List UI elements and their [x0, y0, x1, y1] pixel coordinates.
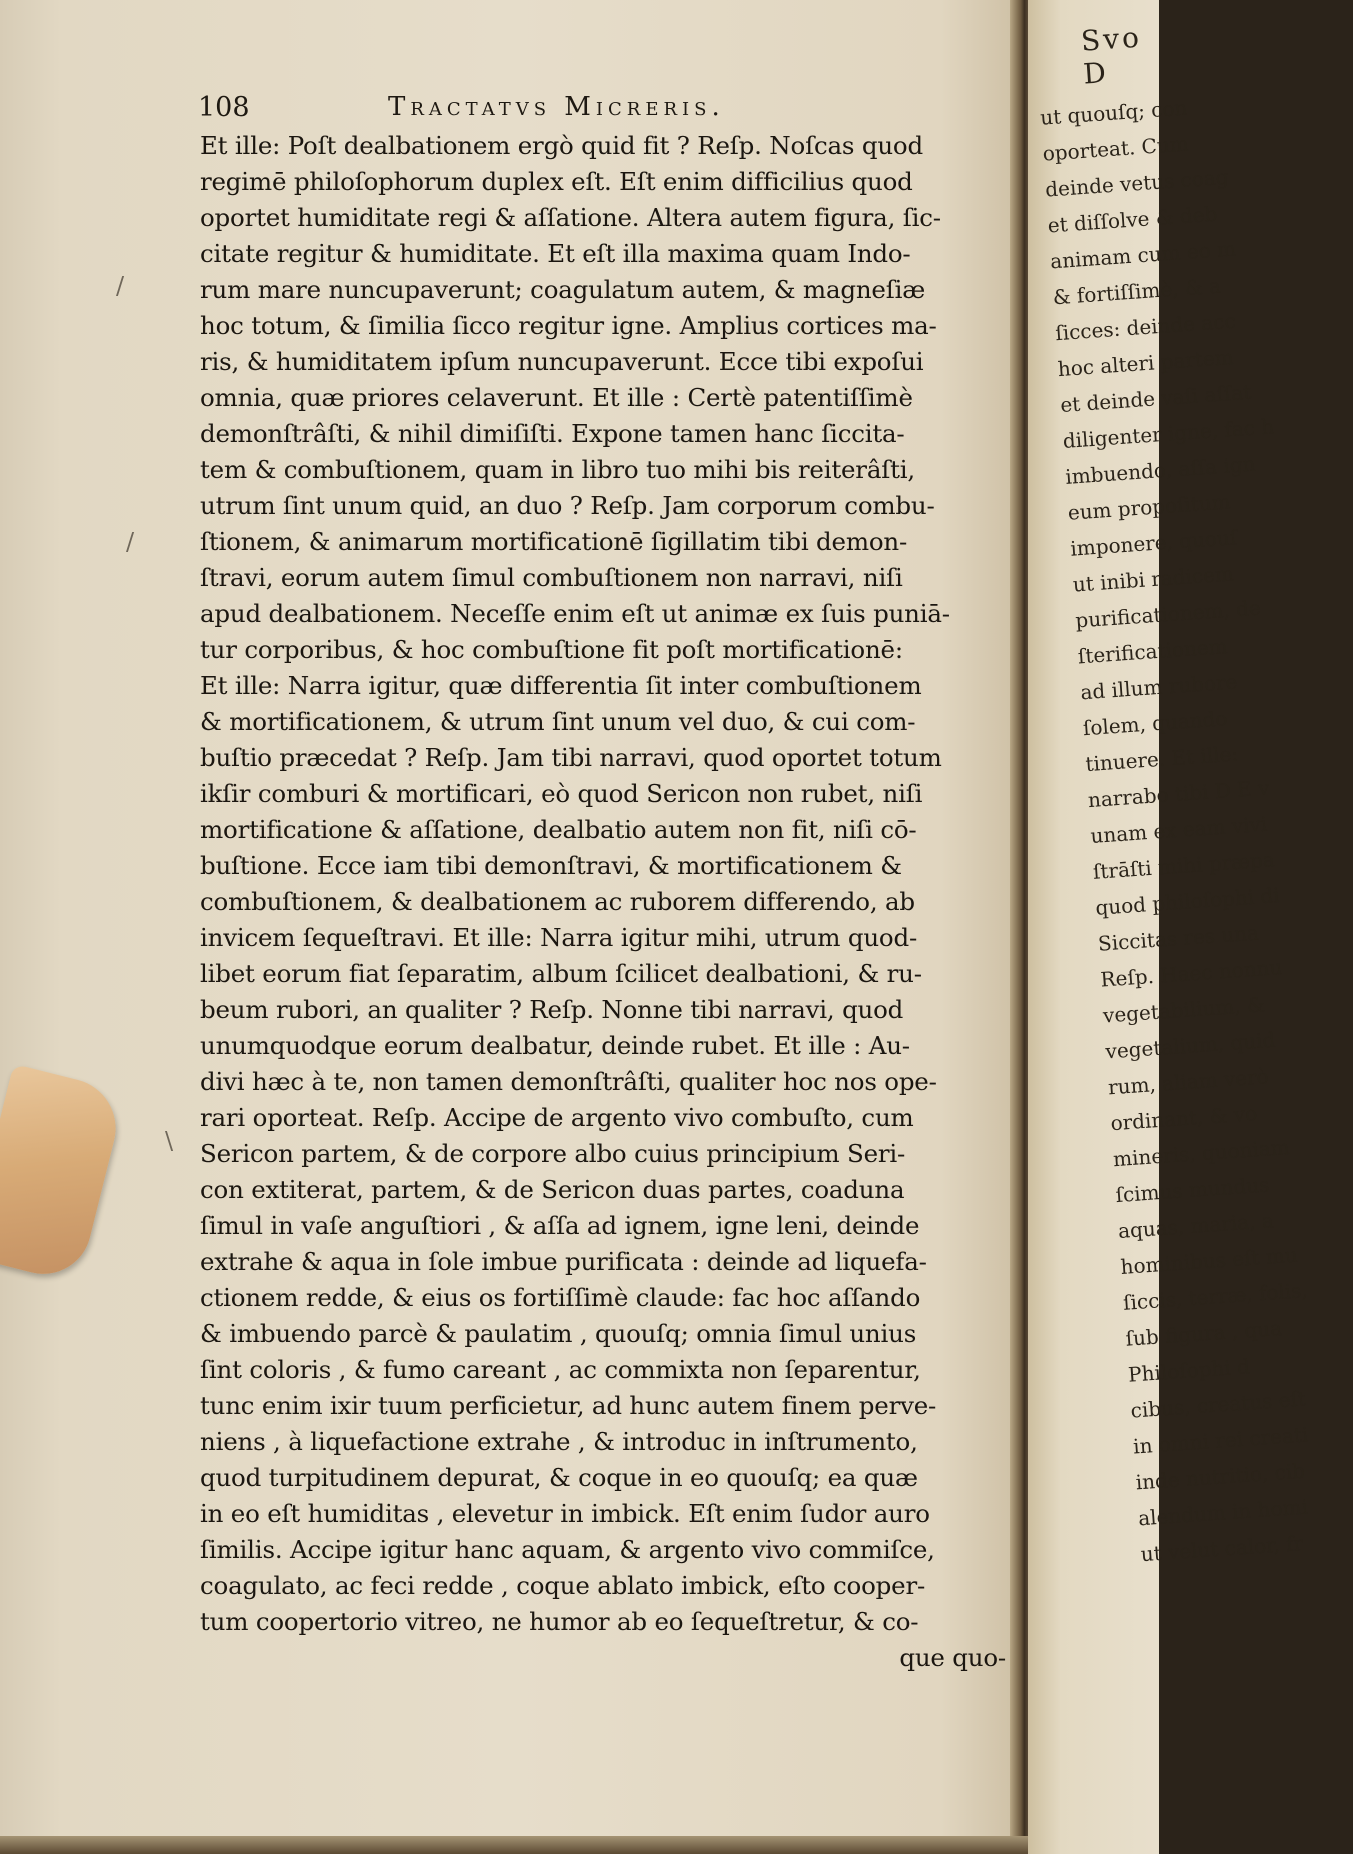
text-line: con extiterat, partem, & de Sericon duas partes, coaduna [200, 1175, 905, 1204]
text-line: unumquodque eorum dealbatur, deinde rubet. Et ille : Au- [200, 1031, 910, 1060]
right-text-line: unam ex eam vivi [1089, 811, 1268, 848]
right-text-line: ſicces: deinde acc [1054, 308, 1237, 346]
text-line: invicem ſequeſtravi. Et ille: Narra igitur mihi, utrum quod- [200, 923, 918, 952]
margin-mark: / [126, 528, 135, 556]
right-text-line: quod philoſophi di [1094, 883, 1281, 920]
right-text-line: ordinant, & vo [1109, 1101, 1258, 1136]
right-text-line: mineris, quoniam [1112, 1134, 1291, 1172]
right-text-line: ſcimus mundus [1114, 1172, 1271, 1208]
right-text-line: narrabo tibi D E v [1087, 775, 1271, 813]
right-running-title: Svo D [1079, 20, 1143, 91]
right-text-line: cibus, creatus eſt [1129, 1386, 1307, 1423]
right-text-line: ut quouſq; con [1039, 95, 1189, 130]
text-line: in eo eſt humiditas , elevetur in imbick. Eſt enim ſudor auro [200, 1499, 930, 1528]
right-text-line: Philoſophi d [1127, 1354, 1251, 1387]
right-text-line: ſolem, quando [1082, 706, 1229, 741]
right-text-line: aquas, maria, a [1117, 1208, 1275, 1244]
running-title: Tractatvs Micreris. [388, 92, 725, 122]
right-text-line: imponere, quouſ [1069, 525, 1238, 561]
text-line: rum mare nuncupaverunt; coagulatum autem, & magneſiæ [200, 275, 926, 304]
right-text-line: et deinde vaſi aſſat [1059, 379, 1252, 418]
text-line: ſint coloris , & fumo careant , ac commixta non ſeparentur, [200, 1355, 921, 1384]
body-text [200, 128, 1010, 1676]
right-text-line: ut velut calor, fr [1139, 1530, 1304, 1567]
text-line: tunc enim ixir tuum perficietur, ad hunc autem finem perve- [200, 1391, 937, 1420]
right-text-line: oporteat. Cum [1041, 131, 1190, 166]
right-text-line: vegetabilium, & [1102, 992, 1266, 1028]
text-line: ctionem redde, & eius os fortiſſimè claude: fac hoc aſſando [200, 1283, 921, 1312]
margin-mark: \ [165, 1127, 174, 1155]
text-line: buſtio præcedat ? Reſp. Jam tibi narravi, quod oportet totum [200, 743, 942, 772]
margin-mark: / [116, 272, 125, 300]
text-line: citate regitur & humiditate. Et eſt illa maxima quam Indo- [200, 239, 911, 268]
text-line: buſtione. Ecce iam tibi demonſtravi, & mortificationem & [200, 851, 902, 880]
text-line: ikſir comburi & mortificari, eò quod Sericon non rubet, niſi [200, 779, 923, 808]
text-line: niens , à liquefactione extrahe , & introduc in inſtrumento, [200, 1427, 918, 1456]
text-line: extrahe & aqua in ſole imbue purificata : deinde ad liquefa- [200, 1247, 927, 1276]
text-line: tem & combuſtionem, quam in libro tuo mihi bis reiterâſti, [200, 455, 915, 484]
text-line: regimē philoſophorum duplex eſt. Eſt enim difficilius quod [200, 167, 913, 196]
text-line: Et ille: Narra igitur, quæ differentia ſit inter combuſtionem [200, 671, 922, 700]
text-line: ſimilis. Accipe igitur hanc aquam, & argento vivo commiſce, [200, 1535, 935, 1564]
text-line: beum rubori, an qualiter ? Reſp. Nonne tibi narravi, quod [200, 995, 904, 1024]
right-page [1028, 0, 1309, 1854]
text-line: ſtravi, eorum autem ſimul combuſtionem non narravi, niſi [200, 563, 903, 592]
right-text-line: animam cum eo m [1049, 236, 1237, 274]
right-text-line: imbuendo, aſſa ign [1064, 451, 1257, 489]
text-line: ſimul in vaſe anguſtiori , & aſſa ad ignem, igne leni, deinde [200, 1211, 920, 1240]
right-text-line: deinde vetus coag [1044, 164, 1230, 202]
right-text-line: ſub figura , qua [1124, 1315, 1283, 1351]
right-text-line: Siccitas res una [1097, 920, 1260, 956]
page-number: 108 [198, 92, 250, 123]
text-line: que quo- [899, 1643, 1006, 1672]
right-text-line: ut inibi radicem [1072, 561, 1235, 597]
right-text-line: hominibus eſt mu [1119, 1242, 1299, 1279]
right-text-line: & fortiſſimè, & a [1051, 273, 1222, 310]
right-text-line: purificationem, de [1074, 595, 1262, 633]
right-text-line: ſtrāſti mihi præpa [1092, 847, 1276, 884]
text-line: ſtionem, & animarum mortificationē ſigillatim tibi demon- [200, 527, 908, 556]
right-page-text [1034, 19, 1309, 1572]
right-text-line: ſiccis, terræ, folis, [1122, 1278, 1309, 1315]
text-line: oportet humiditate regi & aſſatione. Altera autem figura, ſic- [200, 203, 941, 232]
text-line: hoc totum, & ſimilia ſicco regitur igne. Amplius cortices ma- [200, 311, 937, 340]
right-text-line: eum propoſitum [1067, 489, 1232, 525]
text-line: combuſtionem, & dealbationem ac ruborem differendo, ab [200, 887, 915, 916]
text-line: apud dealbationem. Neceſſe enim eſt ut animæ ex ſuis puniā- [200, 599, 950, 628]
text-line: demonſtrâſti, & nihil dimiſiſti. Expone tamen hanc ſiccita- [200, 419, 905, 448]
text-line: utrum ſint unum quid, an duo ? Reſp. Jam corporum combu- [200, 491, 935, 520]
text-line: Sericon partem, & de corpore albo cuius principium Seri- [200, 1139, 906, 1168]
page-bottom-edge [0, 1836, 1028, 1854]
right-text-line: Reſp. Haec nonnu [1099, 954, 1284, 992]
text-line: ris, & humiditatem ipſum nuncupaverunt. Ecce tibi expoſui [200, 347, 924, 376]
right-text-line: diligenter igne, fac h [1062, 414, 1275, 453]
right-page-lines [1039, 91, 1309, 1572]
right-text-line: rum, aliam verò [1107, 1064, 1270, 1100]
text-line: mortificatione & aſſatione, dealbatio autem non fit, niſi cō- [200, 815, 917, 844]
right-text-line: in omni rei creati [1132, 1422, 1309, 1459]
text-line: omnia, quæ priores celaverunt. Et ille : Certè patentiſſimè [200, 383, 913, 412]
right-text-line: inde nutritio, cib [1134, 1458, 1306, 1495]
text-line: coagulato, ac feci redde , coque ablato imbick, eſto cooper- [200, 1571, 926, 1600]
text-line: tur corporibus, & hoc combuſtione fit poſt mortificationē: [200, 635, 903, 664]
text-line: & imbuendo parcè & paulatim , quouſq; omnia ſimul unius [200, 1319, 917, 1348]
right-text-line: tinuere. Et ille: [1084, 741, 1239, 777]
text-line: libet eorum fiat ſeparatim, album ſcilicet dealbationi, & ru- [200, 959, 922, 988]
right-text-line: ad illum rubore [1079, 669, 1239, 705]
text-line: tum coopertorio vitreo, ne humor ab eo ſequeſtretur, & co- [200, 1607, 919, 1636]
right-text-line: ſterificationem [1077, 634, 1229, 669]
text-line: rari oporteat. Reſp. Accipe de argento vivo combuſto, cum [200, 1103, 914, 1132]
text-line: & mortificationem, & utrum ſint unum vel duo, & cui com- [200, 707, 916, 736]
right-text-line: et diſſolve & deb [1046, 201, 1219, 238]
page-header [198, 92, 1013, 132]
right-text-line: alendum in homi [1137, 1494, 1309, 1531]
text-line: quod turpitudinem depurat, & coque in eo quouſq; ea quæ [200, 1463, 918, 1492]
text-line: Et ille: Poſt dealbationem ergò quid fit ? Reſp. Noſcas quod [200, 131, 923, 160]
bookmark-tab [0, 1064, 126, 1284]
text-line: divi hæc à te, non tamen demonſtrâſti, qualiter hoc nos ope- [200, 1067, 937, 1096]
right-text-line: vegetalium, quid [1104, 1027, 1276, 1064]
right-text-line: hoc alteri partem [1057, 344, 1235, 382]
